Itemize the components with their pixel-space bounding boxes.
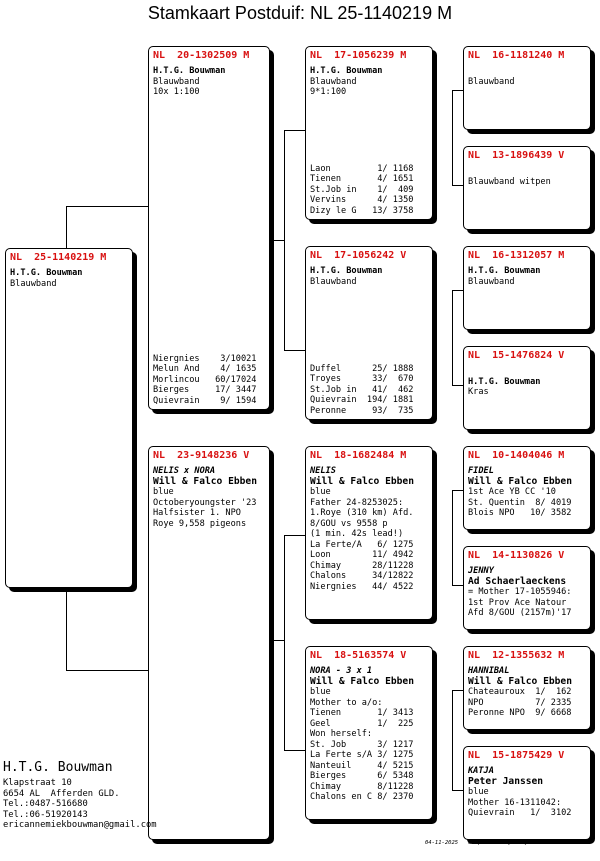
pigeon-info-line: La Ferte s/A 3/ 1275 (310, 750, 414, 760)
breeder-name: Will & Falco Ebben (468, 475, 572, 487)
pigeon-info-line: Halfsister 1. NPO (153, 508, 241, 518)
pigeon-info-line: St. Job 3/ 1217 (310, 739, 414, 750)
pigeon-info-line: Father 24-8253025: (310, 497, 404, 508)
pigeon-info-line: Nanteuil 4/ 5215 (310, 760, 414, 771)
breeder-name: H.T.G. Bouwman (310, 266, 383, 276)
pigeon-info-line: Blauwband (153, 76, 200, 87)
pigeon-card-dds[interactable] (463, 646, 591, 730)
pigeon-card-sdd[interactable] (463, 346, 591, 430)
breeder-name: Ad Schaerlaeckens (468, 575, 567, 587)
pigeon-info-line: 1st Ace YB CC '10 (468, 487, 556, 497)
ring-number: NL 16-1312057 M (468, 250, 565, 261)
pigeon-name: NELIS (310, 466, 336, 476)
breeder-name: H.T.G. Bouwman (153, 66, 226, 76)
pigeon-card-dss[interactable] (463, 446, 591, 530)
pigeon-info-line: (1 min. 42s lead!) (310, 529, 404, 539)
connector (452, 90, 453, 185)
pigeon-info-line: Niergnies 44/ 4522 (310, 581, 414, 592)
pigeon-info-line: Chalons en C 8/ 2370 (310, 792, 414, 802)
pigeon-info-line (468, 366, 586, 377)
pigeon-card-sire[interactable] (148, 46, 270, 410)
ring-number: NL 17-1056239 M (310, 50, 407, 61)
pigeon-info-line: Kras (468, 387, 489, 397)
pigeon-card-sire-dam[interactable] (305, 246, 433, 420)
pigeon-info-line: La Ferte/A 6/ 1275 (310, 539, 414, 550)
pigeon-info-line: Tienen 1/ 3413 (310, 708, 414, 718)
pigeon-name: JENNY (468, 566, 494, 576)
pigeon-info-line: Blauwband (10, 278, 57, 289)
connector (270, 240, 284, 241)
connector (452, 490, 453, 585)
pigeon-info-line: Geel 1/ 225 (310, 718, 414, 729)
pigeon-info-line: Quievrain 1/ 3102 (468, 808, 572, 818)
pigeon-info-line: Blauwband (468, 76, 515, 87)
connector (284, 130, 306, 131)
connector (284, 350, 306, 351)
pigeon-info-line: St. Quentin 8/ 4019 (468, 497, 572, 508)
connector (284, 535, 285, 750)
race-result: Quievrain 194/ 1881 (310, 395, 414, 405)
breeder-name: H.T.G. Bouwman (10, 268, 83, 278)
pigeon-info-line: blue (310, 487, 331, 497)
ring-number: NL 25-1140219 M (10, 252, 107, 263)
pigeon-card-sss[interactable] (463, 46, 591, 130)
pigeon-name: KATJA (468, 766, 494, 776)
connector (452, 690, 453, 790)
ring-number: NL 15-1476824 V (468, 350, 565, 361)
race-result: Laon 1/ 1168 (310, 163, 414, 174)
pigeon-info-line: 9*1:100 (310, 87, 347, 97)
pigeon-info-line: Octoberyoungster '23 (153, 497, 257, 508)
pigeon-info-line: blue (310, 687, 331, 697)
ring-number: NL 18-5163574 V (310, 650, 407, 661)
footer-credit: 04-11-2025 Compuclub © [9.49] H.T.G. Bouwman (425, 840, 581, 846)
pigeon-info-line: Peronne NPO 9/ 6668 (468, 708, 572, 718)
race-results (153, 354, 265, 407)
ring-number: NL 13-1896439 V (468, 150, 565, 161)
pigeon-info-line: = Mother 17-1055946: (468, 587, 572, 597)
ring-number: NL 14-1130826 V (468, 550, 565, 561)
pigeon-info-line: Mother to a/o: (310, 697, 383, 708)
owner-phone: Tel.:06-51920143 (3, 809, 88, 820)
connector (452, 290, 453, 385)
pigeon-info-line: Chateauroux 1/ 162 (468, 687, 572, 697)
pigeon-info-line: Blauwband (310, 276, 357, 287)
race-result: Quievrain 9/ 1594 (153, 395, 257, 406)
breeder-name: Will & Falco Ebben (310, 475, 414, 487)
race-result: Morlincou 60/17024 (153, 374, 257, 385)
pigeon-card-dsd[interactable] (463, 546, 591, 630)
pigeon-name: NELIS x NORA (153, 466, 216, 476)
pigeon-info-line: Chimay 28/11228 (310, 560, 414, 571)
race-result: St.Job in 41/ 462 (310, 384, 414, 395)
ring-number: NL 23-9148236 V (153, 450, 250, 461)
pigeon-card-ssd[interactable] (463, 146, 591, 230)
race-result: Vervins 4/ 1350 (310, 195, 414, 205)
race-result: Peronne 93/ 735 (310, 405, 414, 416)
page-title: Stamkaart Postduif: NL 25-1140219 M (147, 3, 453, 23)
connector (66, 206, 150, 207)
race-results (310, 164, 428, 217)
ring-number: NL 20-1302509 M (153, 50, 250, 61)
pigeon-info-line: Blauwband (310, 76, 357, 87)
pigeon-info-line: blue (153, 487, 174, 497)
connector (284, 750, 306, 751)
breeder-name: Will & Falco Ebben (153, 475, 257, 487)
pigeon-info-line: 8/GOU vs 9558 p (310, 518, 388, 529)
ring-number: NL 18-1682484 M (310, 450, 407, 461)
pigeon-info-line: Afd 8/GOU (2157m)'17 (468, 608, 572, 618)
race-result: Melun And 4/ 1635 (153, 364, 257, 374)
pigeon-name: NORA - 3 x 1 (310, 666, 373, 676)
pigeon-card-dam-dam[interactable] (305, 646, 433, 820)
ring-number: NL 15-1875429 V (468, 750, 565, 761)
race-result: St.Job in 1/ 409 (310, 184, 414, 195)
race-result: Niergnies 3/10021 (153, 353, 257, 364)
breeder-name: H.T.G. Bouwman (468, 266, 541, 276)
race-results (310, 364, 428, 417)
pigeon-info-line: Roye 9,558 pigeons (153, 518, 247, 529)
pigeon-info-line: Blois NPO 10/ 3582 (468, 508, 572, 518)
owner-name: H.T.G. Bouwman (3, 760, 113, 775)
race-result: Tienen 4/ 1651 (310, 174, 414, 184)
pigeon-card-dam-sire[interactable] (305, 446, 433, 620)
pigeon-card-ddd[interactable] (463, 746, 591, 840)
breeder-name: Will & Falco Ebben (468, 675, 572, 687)
breeder-name: Will & Falco Ebben (310, 675, 414, 687)
pigeon-info-line: 1.Roye (310 km) Afd. (310, 508, 414, 518)
owner-address-line: Klapstraat 10 (3, 778, 72, 788)
pigeon-card-dam[interactable] (148, 446, 270, 840)
pigeon-info-line (468, 66, 586, 77)
pigeon-info-line: Bierges 6/ 5348 (310, 771, 414, 781)
connector (66, 206, 67, 250)
ring-number: NL 17-1056242 V (310, 250, 407, 261)
pigeon-card-subject[interactable] (5, 248, 133, 588)
pigeon-info-line: Loon 11/ 4942 (310, 550, 414, 560)
owner-email[interactable]: ericannemiekbouwman@gmail.com (3, 820, 157, 831)
race-result: Troyes 33/ 670 (310, 374, 414, 384)
breeder-name: H.T.G. Bouwman (310, 66, 383, 76)
owner-phone: Tel.:0487-516680 (3, 799, 88, 810)
pigeon-info-line: Mother 16-1311042: (468, 797, 562, 808)
pigeon-info-line: Blauwband (468, 276, 515, 287)
owner-block (3, 760, 157, 831)
pigeon-info-line: 1st Prov Ace Natour (468, 597, 567, 608)
ring-number: NL 10-1404046 M (468, 450, 565, 461)
pigeon-info-line: Won herself: (310, 729, 373, 739)
race-result: Bierges 17/ 3447 (153, 385, 257, 395)
ring-number: NL 16-1181240 M (468, 50, 565, 61)
pigeon-card-sds[interactable] (463, 246, 591, 330)
connector (284, 535, 306, 536)
race-result: Duffel 25/ 1888 (310, 363, 414, 374)
pigeon-info-line (468, 166, 586, 177)
connector (66, 670, 150, 671)
owner-address-line: 6654 AL Afferden GLD. (3, 788, 120, 799)
pigeon-info-line: blue (468, 787, 489, 797)
pigeon-info-line: 10x 1:100 (153, 87, 200, 97)
pigeon-info-line: Blauwband witpen (468, 176, 551, 187)
ring-number: NL 12-1355632 M (468, 650, 565, 661)
connector (270, 640, 284, 641)
connector (66, 588, 67, 670)
pigeon-name: HANNIBAL (468, 666, 510, 676)
breeder-name: H.T.G. Bouwman (468, 376, 541, 387)
pigeon-card-sire-sire[interactable] (305, 46, 433, 220)
race-result: Dizy le G 13/ 3758 (310, 205, 414, 216)
breeder-name: Peter Janssen (468, 775, 544, 787)
pigeon-info-line: NPO 7/ 2335 (468, 697, 572, 708)
pigeon-info-line: Chimay 8/11228 (310, 781, 414, 792)
connector (284, 130, 285, 350)
pigeon-info-line: Chalons 34/12822 (310, 571, 414, 581)
pigeon-name: FIDEL (468, 466, 494, 476)
